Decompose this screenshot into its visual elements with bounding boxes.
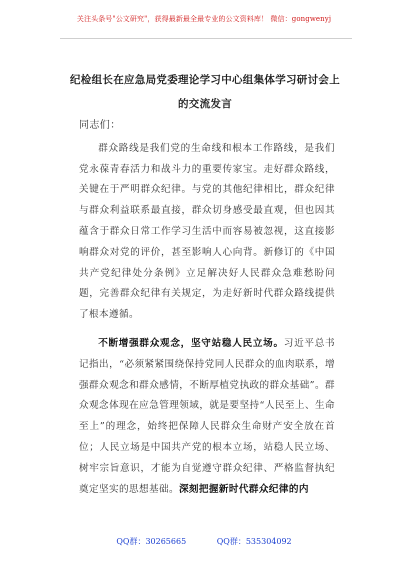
paragraph-gap — [79, 326, 335, 334]
paragraph-2-heading: 不断增强群众观念，坚守站稳人民立场。 — [98, 337, 284, 349]
footer-qq-group-1: QQ群：30265665 — [116, 537, 187, 546]
salutation: 同志们： — [79, 120, 121, 131]
title-line-2: 的交流发言 — [178, 98, 232, 110]
paragraph-2-text: 习近平总书记指出，“必须紧紧围绕保持党同人民群众的血肉联系，增强群众观念和群众感情，不断厚植党执政的群众基础”。群众观念体现在应急管理领域，就是要坚持“人民至上、生命至上”的理念，始终把保障人民群众生命财产安全放在首位；人民立场是中国共产党的根本立场，站稳人民立场、树牢宗旨意识，才能为自觉遵守群众纪律、严格监督执纪奠定坚实的思想基础。 — [79, 337, 335, 495]
title-line-1: 纪检组长在应急局党委理论学习中心组集体学习研讨会上 — [70, 74, 340, 86]
document-body — [79, 116, 335, 500]
header-banner: 关注头条号"公文研究"，获得最新最全最专业的公文资料库！ 微信：gongwenyj — [76, 15, 332, 23]
document-title — [50, 68, 360, 116]
footer — [0, 536, 408, 547]
paragraph-1: 群众路线是我们党的生命线和根本工作路线，是我们党永葆青春活力和战斗力的重要传家宝。走好群众路线，关键在于严明群众纪律。与党的其他纪律相比，群众纪律与群众利益联系最直接，群众切身感受最直观，但也因其蕴含于群众日常工作学习生活中而容易被忽视，这直接影响群众对党的评价，甚至影响人心向背。新修订的《中国共产党纪律处分条例》立足解决好人民群众急难愁盼问题，完善群众纪律有关规定，为走好新时代群众路线提供了根本遵循。 — [79, 142, 335, 321]
footer-qq-group-2: QQ群：535304092 — [216, 537, 292, 546]
paragraph-2-bold-tail: 深刻把握新时代群众纪律的内 — [178, 483, 309, 495]
header-divider — [60, 38, 352, 39]
paragraph-2 — [79, 334, 335, 500]
